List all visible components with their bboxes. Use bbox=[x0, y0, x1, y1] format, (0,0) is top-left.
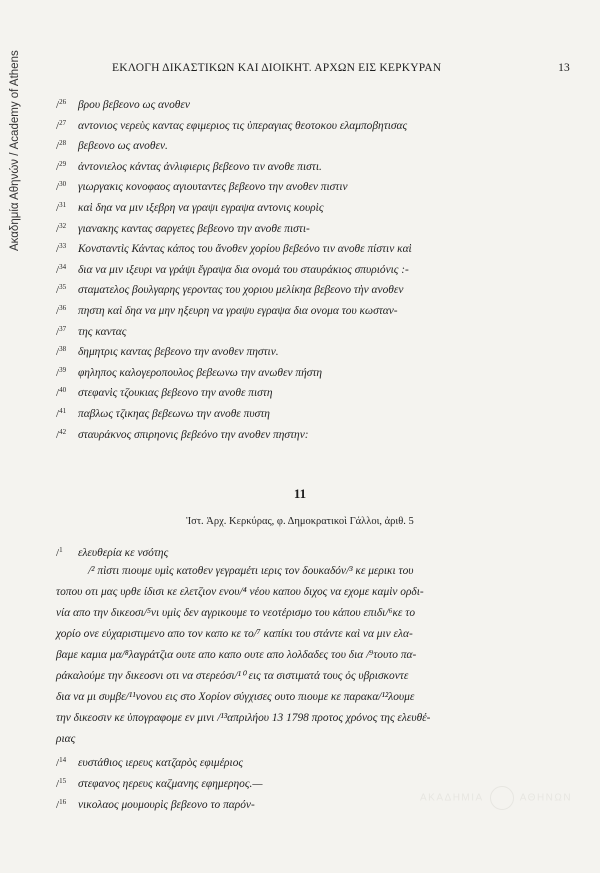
text-line bbox=[56, 319, 576, 340]
line-text: ευστάθιος ιερευς κατζαρὸς εφιμέριος bbox=[78, 757, 244, 769]
text-line bbox=[56, 277, 576, 298]
line-text: φηληπος καλογεροπουλος βεβεωνω την ανωθεν πήστη bbox=[78, 366, 323, 379]
archival-source: Ἱστ. Ἀρχ. Κερκύρας, φ. Δημοκρατικοὶ Γάλλοι, ἀριθ. 5 bbox=[186, 516, 414, 527]
paragraph-line: δια να μι συμβε/¹¹νονου εις στο Χορίον σύγχισες ουτο πιουμε κε παρακα/¹²λουμε bbox=[56, 691, 415, 703]
academy-watermark bbox=[420, 786, 572, 810]
text-line bbox=[56, 154, 576, 175]
line-text: αντονιος νερεὺς καντας εφιμεριος τις ὑπεραγιας θεοτοκου ελαμποβητισας bbox=[78, 119, 408, 132]
line-text: δημητρις καντας βεβεονο την ανοθεν πηστιν. bbox=[78, 346, 279, 359]
paragraph-line: ριας bbox=[56, 733, 76, 745]
archive-side-label: Ακαδημία Αθηνών / Academy of Athens bbox=[9, 50, 21, 252]
paragraph-line: ράκαλούμε την δικεοσνι οτι να στερεόσι/¹⁰ εις τα σιστιματά τους ὀς υβρισκοντε bbox=[56, 670, 409, 682]
text-line bbox=[56, 174, 576, 195]
text-line bbox=[56, 216, 576, 237]
text-line bbox=[56, 540, 576, 561]
line-number: /$^{30}$ bbox=[56, 180, 67, 194]
line-text: σταυράκνος σπιρηονις βεβεόνο την ανοθεν πηστην: bbox=[78, 428, 309, 441]
document-lines-top bbox=[56, 92, 576, 442]
text-line bbox=[56, 360, 576, 381]
line-number: /$^{33}$ bbox=[56, 242, 67, 256]
paragraph-line: /² πὶστι πιουμε υμὶς κατοθεν γεγραμέτι ιερις τον δουκαδόν/³ κε μερικι του bbox=[88, 565, 414, 577]
line-text: ελευθερία κε νσότης bbox=[78, 547, 169, 559]
line-number: /$^{42}$ bbox=[56, 427, 67, 441]
paragraph-line: βαμε καμια μα/⁸λαγράτζια ουτε απο καπο ουτε απο λολδαδες του δια /⁹τουτο πα- bbox=[56, 649, 417, 661]
line-number: /$^{28}$ bbox=[56, 139, 67, 153]
line-text: σταματελος βουλγαρης γεροντας του χοριου μελίκηα βεβεονο τὴν ανοθεν bbox=[78, 284, 404, 297]
line-number: /$^{31}$ bbox=[56, 200, 67, 214]
line-number: /$^{36}$ bbox=[56, 303, 67, 317]
page-number: 13 bbox=[558, 62, 570, 74]
line-number: /$^{14}$ bbox=[56, 756, 67, 769]
watermark-left-text: ΑΚΑΔΗΜΙΑ bbox=[420, 792, 484, 804]
paragraph-line: νία απο την δικεοσι/⁵νι υμὶς δεν αγρικουμε το νεοτέρισμο του κάπου επιδι/⁶κε το bbox=[56, 607, 416, 619]
line-text: παβλως τζικηας βεβεωνω την ανοθε πυστη bbox=[78, 407, 270, 420]
line-text: ἀντονιελος κάντας ἀνλιφιερις βεβεονο τιν ανοθε πιστι. bbox=[78, 160, 322, 173]
line-text: στεφανὶς τζουκιας βεβεονο την ανοθε πιστη bbox=[78, 387, 273, 400]
watermark-right-text: ΑΘΗΝΩΝ bbox=[519, 792, 573, 804]
line-number: /$^{35}$ bbox=[56, 283, 67, 297]
line-number: /$^{39}$ bbox=[56, 365, 67, 379]
text-line bbox=[56, 380, 576, 401]
paragraph-line: χορίο ονε εὐχαριστιμενο απο τον καπο κε το/⁷ καπίκι του στάντε καὶ να μιν ελα- bbox=[56, 628, 413, 640]
running-title: ΕΚΛΟΓΗ ΔΙΚΑΣΤΙΚΩΝ ΚΑΙ ΔΙΟΙΚΗΤ. ΑΡΧΩΝ ΕΙΣ ΚΕΡΚΥΡΑΝ bbox=[112, 62, 442, 74]
line-number: /$^{29}$ bbox=[56, 159, 67, 173]
line-number: /$^{37}$ bbox=[56, 324, 67, 338]
line-text: καὶ δηα να μιν ιξεβρη να γραψι εγραψα αντονις κουρὶς bbox=[78, 201, 324, 214]
line-number: /$^{32}$ bbox=[56, 221, 67, 235]
text-line bbox=[56, 339, 576, 360]
paragraph-line: τοπου οτι μας υρθε ίδισι κε ελετζιον ενου/⁴ νέου καπου διχος να εχομε καμὶν ορδι- bbox=[56, 586, 424, 598]
line-number: /$^{38}$ bbox=[56, 345, 67, 359]
paragraph-line: την δικεοσιν κε ὑπογραφομε εν μινι /¹³απριλήου 13 1798 προτος χρόνος της ελευθέ- bbox=[56, 712, 431, 724]
line-text: στεφανος ηερευς καζμανης εφημερηος.— bbox=[78, 778, 263, 790]
text-line bbox=[56, 401, 576, 422]
text-line bbox=[56, 422, 576, 443]
line-number: /$^{41}$ bbox=[56, 406, 67, 420]
text-line bbox=[56, 236, 576, 257]
text-line bbox=[56, 113, 576, 134]
line-number: /$^{40}$ bbox=[56, 386, 67, 400]
text-line bbox=[56, 298, 576, 319]
line-text: γιανακης καντας σαργετες βεβεονο την ανοθε πιστι- bbox=[78, 222, 310, 235]
line-text: Κονσταντὶς Κάντας κάπος του ἄνοθεν χορίου βεβεόνο τιν ανοθε πίστιν καὶ bbox=[78, 243, 412, 256]
line-text: δια να μιν ιξευρι να γράψι ἔγραψα δια ονομά του σταυράκιος σπυριόνις :- bbox=[78, 263, 409, 276]
text-line bbox=[56, 750, 576, 771]
text-line bbox=[56, 195, 576, 216]
text-line bbox=[56, 133, 576, 154]
text-line bbox=[56, 92, 576, 113]
line-number: /$^{15}$ bbox=[56, 777, 67, 790]
line-text: βεβεονο ως ανοθεν. bbox=[78, 140, 168, 153]
line-text: βρου βεβεονο ως ανοθεν bbox=[78, 99, 190, 111]
document-number: 11 bbox=[293, 486, 307, 501]
line-number: /$^1$ bbox=[56, 546, 63, 559]
text-line bbox=[56, 257, 576, 278]
line-text: νικολαος μουμουρὶς βεβεονο το παρόν- bbox=[78, 799, 255, 811]
line-number: /$^{27}$ bbox=[56, 118, 67, 132]
line-text: της καντας bbox=[78, 325, 127, 338]
line-text: γιωργακις κονοφαος αγιουταντες βεβεονο την ανοθεν πιστιν bbox=[78, 181, 348, 194]
line-number: /$^{26}$ bbox=[56, 98, 67, 111]
document-11-body bbox=[56, 540, 576, 813]
line-text: πηστη καὶ δηα να μην ηξευρη να γραψυ εγραψα δια ονομα του κωσταν- bbox=[78, 304, 398, 317]
line-number: /$^{34}$ bbox=[56, 262, 67, 276]
seal-icon bbox=[490, 786, 514, 810]
line-number: /$^{16}$ bbox=[56, 798, 67, 811]
